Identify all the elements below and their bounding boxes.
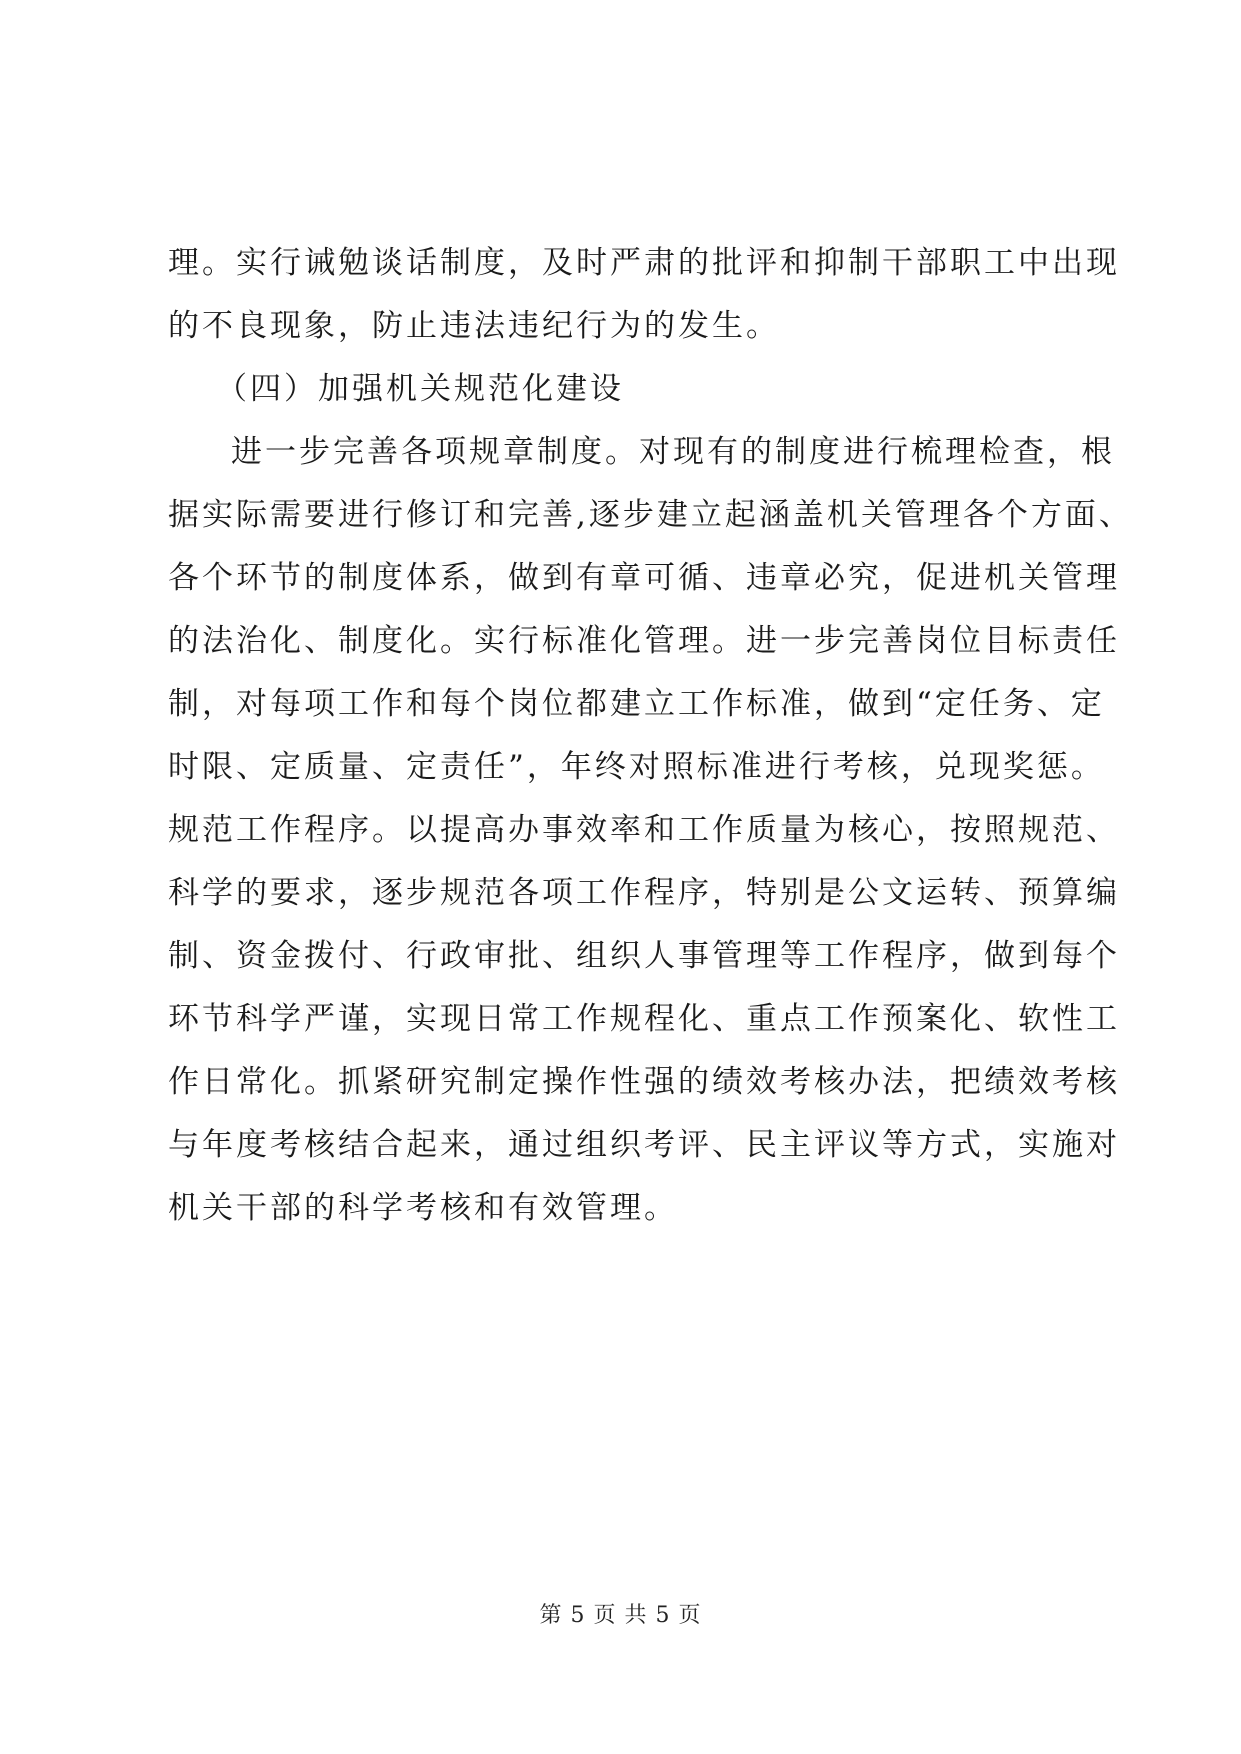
text-line: 理。实行诫勉谈话制度，及时严肃的批评和抑制干部职工中出现 [168,245,1120,281]
text-line: 的法治化、制度化。实行标准化管理。进一步完善岗位目标责任 [168,623,1120,659]
text-line: 环节科学严谨，实现日常工作规程化、重点工作预案化、软性工 [168,1001,1120,1037]
section-heading: （四）加强机关规范化建设 [216,371,624,407]
text-line: 进一步完善各项规章制度。对现有的制度进行梳理检查，根 [231,434,1115,470]
text-line: 的不良现象，防止违法违纪行为的发生。 [168,308,780,344]
text-line: 科学的要求，逐步规范各项工作程序，特别是公文运转、预算编 [168,875,1120,911]
text-line: 制、资金拨付、行政审批、组织人事管理等工作程序，做到每个 [168,938,1120,974]
page-number: 第 5 页 共 5 页 [539,1603,702,1628]
text-line: 机关干部的科学考核和有效管理。 [168,1190,678,1226]
text-line: 时限、定质量、定责任”，年终对照标准进行考核，兑现奖惩。 [168,749,1105,785]
text-line: 规范工作程序。以提高办事效率和工作质量为核心，按照规范、 [168,812,1120,848]
text-line: 据实际需要进行修订和完善,逐步建立起涵盖机关管理各个方面、 [168,497,1133,533]
text-line: 作日常化。抓紧研究制定操作性强的绩效考核办法，把绩效考核 [168,1064,1120,1100]
body-text [168,232,1133,1240]
text-line: 各个环节的制度体系，做到有章可循、违章必究，促进机关管理 [168,560,1120,596]
text-line: 制，对每项工作和每个岗位都建立工作标准，做到“定任务、定 [168,686,1105,722]
text-line: 与年度考核结合起来，通过组织考评、民主评议等方式，实施对 [168,1127,1120,1163]
